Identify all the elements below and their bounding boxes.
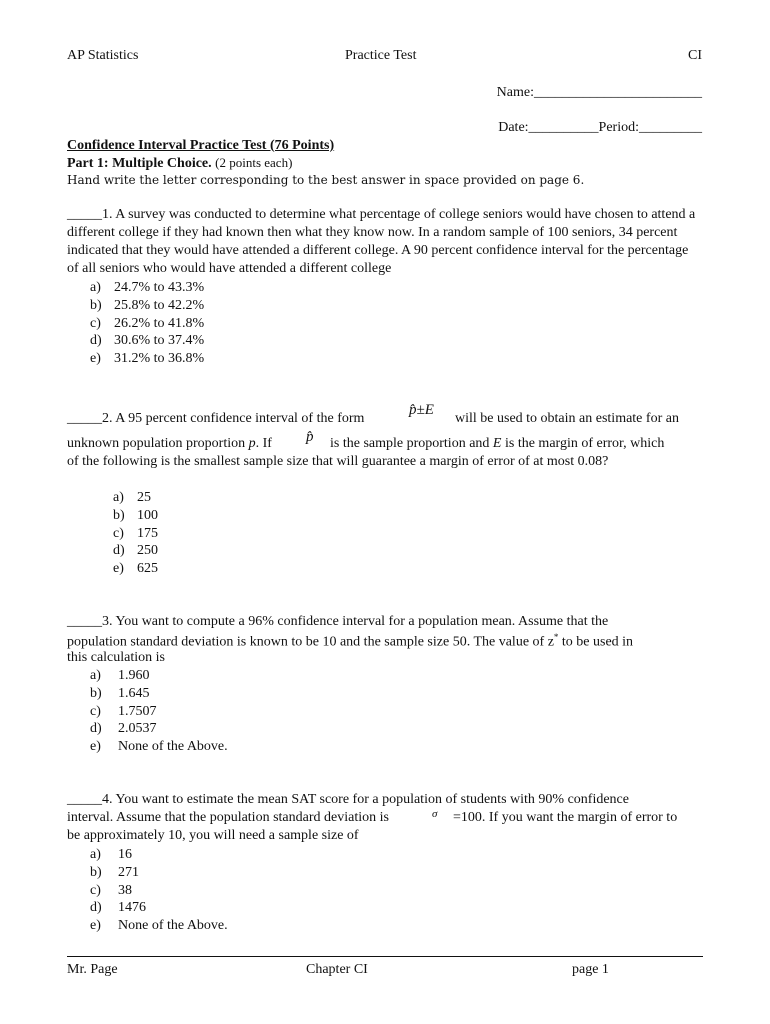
- option: b) 100: [113, 507, 158, 523]
- question-2-options: [113, 489, 158, 578]
- question-2-line2a: unknown population proportion p. If: [67, 436, 272, 451]
- header-course: AP Statistics: [67, 48, 139, 63]
- footer-page-number: page 1: [572, 962, 609, 977]
- footer-chapter: Chapter CI: [306, 962, 368, 977]
- option: c) 38: [90, 882, 132, 898]
- option: b) 1.645: [90, 685, 150, 701]
- question-1-options: [90, 279, 204, 368]
- footer-teacher: Mr. Page: [67, 962, 118, 977]
- part-label: Part 1: Multiple Choice.: [67, 156, 212, 171]
- formula-p-hat-pm-e: p̂±E: [409, 402, 434, 418]
- option: a) 16: [90, 847, 132, 862]
- p-hat-symbol: p̂: [306, 429, 314, 445]
- question-2-line1b: will be used to obtain an estimate for an: [455, 411, 679, 426]
- option: e) None of the Above.: [90, 918, 228, 934]
- option: c) 1.7507: [90, 703, 157, 719]
- question-3-options: [90, 667, 228, 756]
- sigma-symbol: σ: [432, 808, 438, 820]
- option: d) 250: [113, 543, 158, 559]
- question-4-line2a: interval. Assume that the population standard deviation is: [67, 810, 389, 825]
- part-points: (2 points each): [215, 155, 293, 170]
- option: d) 2.0537: [90, 721, 157, 737]
- question-2-line2b: is the sample proportion and E is the margin of error, which: [330, 436, 665, 451]
- footer-rule: [67, 956, 703, 957]
- option: e) 31.2% to 36.8%: [90, 351, 205, 367]
- option: d) 30.6% to 37.4%: [90, 333, 205, 349]
- question-4-options: [90, 846, 228, 935]
- option: b) 25.8% to 42.2%: [90, 297, 205, 313]
- question-1-text: _____1. A survey was conducted to determine what percentage of college seniors would have chosen to attend a different college if they had known then what they know now. In a random sample of 100 seniors, 34 percent indicated that they would have attended a different college. A 90 percent confidence interval for the percentage of all seniors who would have attended a different college: [67, 207, 696, 276]
- question-4-line1: _____4. You want to estimate the mean SAT score for a population of students with 90% confidence: [67, 792, 629, 807]
- option: b) 271: [90, 864, 139, 880]
- name-field[interactable]: Name:________________________: [496, 85, 702, 100]
- question-3-line2: population standard deviation is known to be 10 and the sample size 50. The value of z* to be used in: [67, 632, 634, 650]
- instructions: Hand write the letter corresponding to the best answer in space provided on page 6.: [67, 173, 585, 187]
- option: e) 625: [113, 561, 158, 577]
- option: e) None of the Above.: [90, 739, 228, 755]
- option: c) 26.2% to 41.8%: [90, 315, 205, 331]
- part-heading: [67, 155, 292, 172]
- option: c) 175: [113, 525, 158, 541]
- question-2-line1a: _____2. A 95 percent confidence interval of the form: [67, 411, 365, 426]
- option: a) 1.960: [90, 668, 150, 683]
- header-title: Practice Test: [345, 48, 417, 63]
- question-3-line1: _____3. You want to compute a 96% confidence interval for a population mean. Assume that the: [67, 614, 609, 629]
- question-3-line3: this calculation is: [67, 650, 165, 665]
- question-4-line3: be approximately 10, you will need a sample size of: [67, 828, 359, 843]
- question-4-line2b: =100. If you want the margin of error to: [453, 810, 678, 825]
- page-title: Confidence Interval Practice Test (76 Points): [67, 138, 335, 153]
- option: d) 1476: [90, 900, 146, 916]
- question-2-line3: of the following is the smallest sample size that will guarantee a margin of error of at most 0.08?: [67, 454, 609, 469]
- option: a) 24.7% to 43.3%: [90, 280, 205, 295]
- option: a) 25: [113, 490, 151, 505]
- date-period-field[interactable]: Date:__________Period:_________: [498, 120, 702, 135]
- header-chapter: CI: [688, 48, 702, 63]
